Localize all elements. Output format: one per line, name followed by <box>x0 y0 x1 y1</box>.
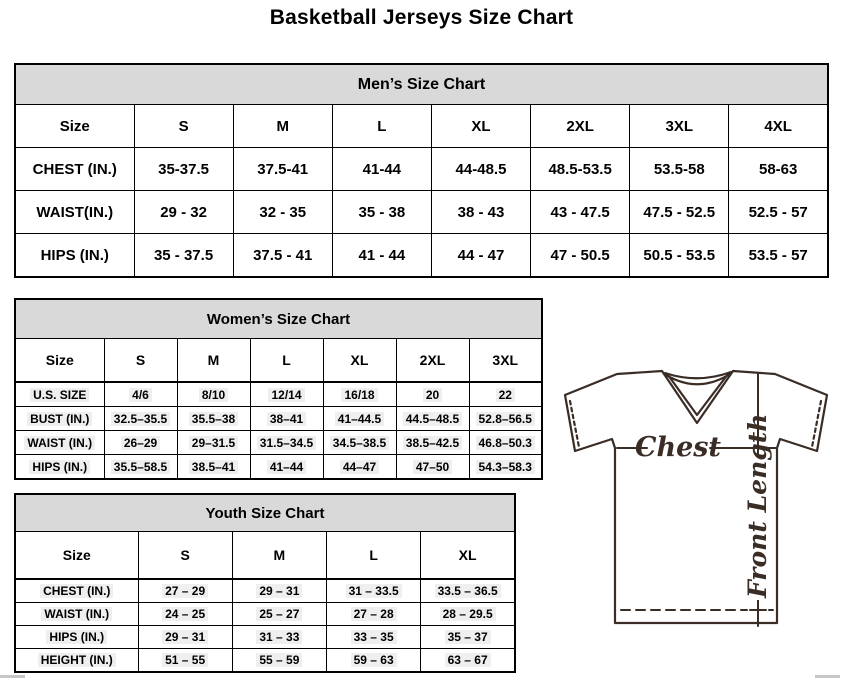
cell: 50.5 - 53.5 <box>630 234 729 278</box>
cell-value: 55 – 59 <box>256 653 302 667</box>
cell <box>250 455 323 480</box>
cell-value: 31 – 33 <box>256 630 302 644</box>
cell: 44 - 47 <box>431 234 530 278</box>
column-header-cell: S <box>134 105 233 148</box>
cell: 35 - 38 <box>332 191 431 234</box>
cell-value: 52.8–56.5 <box>476 412 535 426</box>
cell <box>232 579 326 603</box>
cell-value: 41–44 <box>267 460 306 474</box>
front-length-label: Front Length <box>743 413 772 598</box>
cell <box>177 407 250 431</box>
row-label-cell <box>15 579 138 603</box>
womens-size-header-cell: Size <box>15 339 104 383</box>
column-header-cell: L <box>327 532 421 580</box>
row-label: HEIGHT (IN.) <box>38 653 116 667</box>
column-header-cell: L <box>332 105 431 148</box>
row-label-cell <box>15 455 104 480</box>
cell-value: 29 – 31 <box>162 630 208 644</box>
cell-value: 25 – 27 <box>256 607 302 621</box>
row-label-cell <box>15 407 104 431</box>
cell <box>327 626 421 649</box>
row-label-cell <box>15 382 104 407</box>
cell <box>396 431 469 455</box>
cell-value: 27 – 29 <box>162 584 208 598</box>
row-label: HIPS (IN.) <box>46 630 107 644</box>
cell <box>138 579 232 603</box>
cell-value: 27 – 28 <box>351 607 397 621</box>
cell: 37.5 - 41 <box>233 234 332 278</box>
row-label: WAIST (IN.) <box>41 607 112 621</box>
cell <box>232 626 326 649</box>
cell: 47 - 50.5 <box>531 234 630 278</box>
row-label: HIPS (IN.) <box>29 460 90 474</box>
cell-value: 44–47 <box>340 460 379 474</box>
cell <box>469 455 542 480</box>
cell: 58-63 <box>729 148 828 191</box>
cell-value: 26–29 <box>121 436 160 450</box>
cell: 53.5 - 57 <box>729 234 828 278</box>
cell-value: 29 – 31 <box>256 584 302 598</box>
cell <box>323 455 396 480</box>
chest-label: Chest <box>635 432 721 463</box>
cell <box>469 407 542 431</box>
cell <box>138 626 232 649</box>
jersey-diagram-svg <box>555 360 843 660</box>
mens-size-table <box>14 63 829 278</box>
cell <box>421 579 515 603</box>
column-header-cell: M <box>233 105 332 148</box>
cell: 53.5-58 <box>630 148 729 191</box>
row-label: BUST (IN.) <box>27 412 92 426</box>
cell <box>177 431 250 455</box>
cell-value: 31.5–34.5 <box>257 436 316 450</box>
cell <box>323 431 396 455</box>
cell: 52.5 - 57 <box>729 191 828 234</box>
cell <box>250 407 323 431</box>
column-header-cell: 2XL <box>396 339 469 383</box>
column-header-cell: 4XL <box>729 105 828 148</box>
cell <box>327 649 421 673</box>
cell <box>469 431 542 455</box>
cell <box>104 382 177 407</box>
jersey-outline <box>565 371 827 623</box>
youth-table-title: Youth Size Chart <box>15 494 515 532</box>
cell <box>177 382 250 407</box>
cell: 48.5-53.5 <box>531 148 630 191</box>
cell-value: 32.5–35.5 <box>111 412 170 426</box>
row-label-cell: HIPS (IN.) <box>15 234 134 278</box>
cell: 41 - 44 <box>332 234 431 278</box>
cell: 37.5-41 <box>233 148 332 191</box>
cell <box>327 579 421 603</box>
jersey-measurement-diagram <box>555 360 843 660</box>
cell-value: 28 – 29.5 <box>440 607 496 621</box>
cell-value: 35 – 37 <box>445 630 491 644</box>
cell-value: 34.5–38.5 <box>330 436 389 450</box>
collar-arc-outer <box>665 372 731 378</box>
cell <box>323 407 396 431</box>
cell-value: 22 <box>496 388 515 402</box>
womens-table-title: Women’s Size Chart <box>15 299 542 339</box>
cell <box>396 407 469 431</box>
cell-value: 44.5–48.5 <box>403 412 462 426</box>
column-header-cell: L <box>250 339 323 383</box>
cell-value: 59 – 63 <box>351 653 397 667</box>
cell <box>421 649 515 673</box>
cell-value: 29–31.5 <box>189 436 238 450</box>
page-title: Basketball Jerseys Size Chart <box>269 6 574 29</box>
cell-value: 63 – 67 <box>445 653 491 667</box>
cell <box>250 382 323 407</box>
mens-table-title: Men’s Size Chart <box>15 64 828 105</box>
cell-value: 31 – 33.5 <box>346 584 402 598</box>
row-label-cell <box>15 626 138 649</box>
cell <box>250 431 323 455</box>
cell-value: 54.3–58.3 <box>476 460 535 474</box>
column-header-cell: M <box>232 532 326 580</box>
cell <box>396 455 469 480</box>
row-label: CHEST (IN.) <box>40 584 113 598</box>
cell: 43 - 47.5 <box>531 191 630 234</box>
cell-value: 24 – 25 <box>162 607 208 621</box>
cell <box>396 382 469 407</box>
youth-size-header-cell: Size <box>15 532 138 580</box>
cell-value: 38.5–42.5 <box>403 436 462 450</box>
womens-size-table <box>14 298 543 480</box>
cell <box>327 603 421 626</box>
cell-value: 33 – 35 <box>351 630 397 644</box>
cell: 41-44 <box>332 148 431 191</box>
cell <box>421 626 515 649</box>
cell <box>104 407 177 431</box>
row-label-cell <box>15 603 138 626</box>
column-header-cell: 3XL <box>630 105 729 148</box>
cell: 47.5 - 52.5 <box>630 191 729 234</box>
row-label: U.S. SIZE <box>30 388 89 402</box>
row-label-cell: WAIST(IN.) <box>15 191 134 234</box>
cell <box>177 455 250 480</box>
cell: 38 - 43 <box>431 191 530 234</box>
column-header-cell: XL <box>431 105 530 148</box>
cell-value: 33.5 – 36.5 <box>435 584 501 598</box>
column-header-cell: S <box>138 532 232 580</box>
column-header-cell: 3XL <box>469 339 542 383</box>
cell-value: 46.8–50.3 <box>476 436 535 450</box>
column-header-cell: M <box>177 339 250 383</box>
mens-size-header-cell: Size <box>15 105 134 148</box>
cell-value: 35.5–58.5 <box>111 460 170 474</box>
column-header-cell: S <box>104 339 177 383</box>
youth-size-table <box>14 493 516 673</box>
horizontal-scrollbar-right-thumb[interactable] <box>815 675 840 678</box>
row-label-cell <box>15 431 104 455</box>
cell: 35 - 37.5 <box>134 234 233 278</box>
cell-value: 8/10 <box>199 388 228 402</box>
cell-value: 51 – 55 <box>162 653 208 667</box>
cell: 44-48.5 <box>431 148 530 191</box>
row-label: WAIST (IN.) <box>24 436 95 450</box>
column-header-cell: XL <box>323 339 396 383</box>
cell-value: 12/14 <box>268 388 304 402</box>
cell <box>469 382 542 407</box>
row-label-cell <box>15 649 138 673</box>
cell-value: 16/18 <box>341 388 377 402</box>
cell-value: 41–44.5 <box>335 412 384 426</box>
cell <box>232 603 326 626</box>
cell <box>138 649 232 673</box>
cell <box>104 455 177 480</box>
cell <box>138 603 232 626</box>
cell-value: 20 <box>423 388 442 402</box>
row-label-cell: CHEST (IN.) <box>15 148 134 191</box>
cell: 35-37.5 <box>134 148 233 191</box>
cell <box>104 431 177 455</box>
horizontal-scrollbar-left-thumb[interactable] <box>0 675 25 678</box>
cell-value: 38.5–41 <box>189 460 238 474</box>
cell-value: 38–41 <box>267 412 306 426</box>
column-header-cell: XL <box>421 532 515 580</box>
cell-value: 47–50 <box>413 460 452 474</box>
cell <box>421 603 515 626</box>
cell: 29 - 32 <box>134 191 233 234</box>
cell-value: 4/6 <box>129 388 152 402</box>
cell-value: 35.5–38 <box>189 412 238 426</box>
column-header-cell: 2XL <box>531 105 630 148</box>
cell <box>232 649 326 673</box>
cell: 32 - 35 <box>233 191 332 234</box>
cell <box>323 382 396 407</box>
